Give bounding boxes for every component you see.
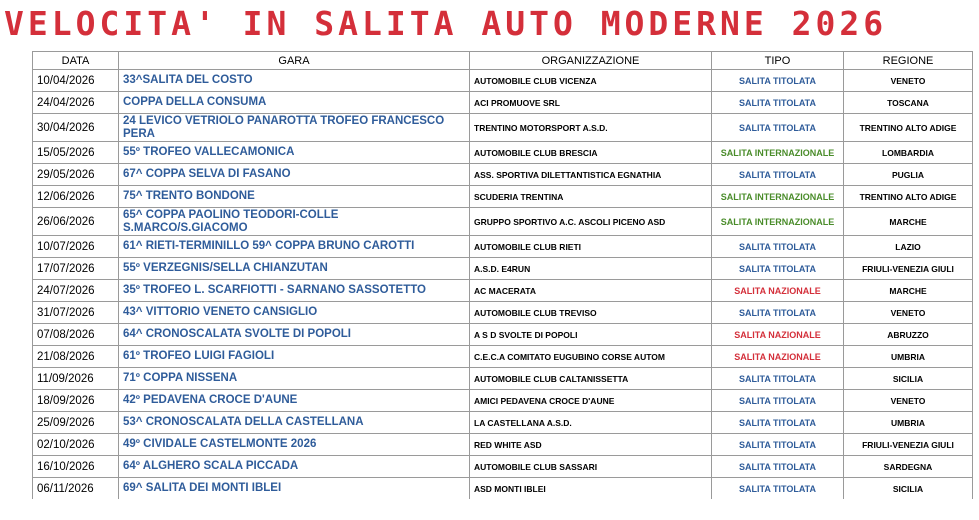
cell-gara: 55º TROFEO VALLECAMONICA — [119, 142, 470, 164]
table-row — [33, 368, 973, 390]
cell-tipo: SALITA NAZIONALE — [712, 324, 844, 346]
cell-regione: TRENTINO ALTO ADIGE — [844, 186, 973, 208]
cell-regione: LOMBARDIA — [844, 142, 973, 164]
cell-tipo: SALITA INTERNAZIONALE — [712, 186, 844, 208]
table-row — [33, 114, 973, 142]
table-row — [33, 280, 973, 302]
cell-organizzazione: A.S.D. E4RUN — [470, 258, 712, 280]
cell-date: 06/11/2026 — [33, 478, 119, 500]
cell-regione: FRIULI-VENEZIA GIULI — [844, 434, 973, 456]
cell-tipo: SALITA INTERNAZIONALE — [712, 208, 844, 236]
cell-date: 10/07/2026 — [33, 236, 119, 258]
table-row — [33, 70, 973, 92]
cell-organizzazione: AUTOMOBILE CLUB VICENZA — [470, 70, 712, 92]
cell-tipo: SALITA INTERNAZIONALE — [712, 142, 844, 164]
table-row — [33, 186, 973, 208]
cell-tipo: SALITA TITOLATA — [712, 412, 844, 434]
table-row — [33, 434, 973, 456]
cell-regione: PUGLIA — [844, 164, 973, 186]
cell-date: 24/07/2026 — [33, 280, 119, 302]
cell-date: 07/08/2026 — [33, 324, 119, 346]
cell-tipo: SALITA TITOLATA — [712, 236, 844, 258]
cell-tipo: SALITA TITOLATA — [712, 434, 844, 456]
cell-organizzazione: ACI PROMUOVE SRL — [470, 92, 712, 114]
table-row — [33, 346, 973, 368]
cell-gara: 42º PEDAVENA CROCE D'AUNE — [119, 390, 470, 412]
header-regione: REGIONE — [844, 52, 973, 70]
cell-tipo: SALITA TITOLATA — [712, 92, 844, 114]
cell-date: 02/10/2026 — [33, 434, 119, 456]
cell-gara: 43^ VITTORIO VENETO CANSIGLIO — [119, 302, 470, 324]
cell-organizzazione: AUTOMOBILE CLUB TREVISO — [470, 302, 712, 324]
cell-tipo: SALITA TITOLATA — [712, 70, 844, 92]
table-header-row — [33, 52, 973, 70]
cell-gara: 75^ TRENTO BONDONE — [119, 186, 470, 208]
cell-regione: SICILIA — [844, 478, 973, 500]
cell-regione: UMBRIA — [844, 412, 973, 434]
cell-organizzazione: A S D SVOLTE DI POPOLI — [470, 324, 712, 346]
cell-gara: 64^ CRONOSCALATA SVOLTE DI POPOLI — [119, 324, 470, 346]
cell-date: 24/04/2026 — [33, 92, 119, 114]
table-row — [33, 390, 973, 412]
cell-date: 12/06/2026 — [33, 186, 119, 208]
cell-tipo: SALITA TITOLATA — [712, 390, 844, 412]
cell-gara: 33^SALITA DEL COSTO — [119, 70, 470, 92]
cell-organizzazione: AC MACERATA — [470, 280, 712, 302]
table-row — [33, 208, 973, 236]
table-row — [33, 164, 973, 186]
cell-organizzazione: SCUDERIA TRENTINA — [470, 186, 712, 208]
cell-gara: 49º CIVIDALE CASTELMONTE 2026 — [119, 434, 470, 456]
cell-organizzazione: AUTOMOBILE CLUB SASSARI — [470, 456, 712, 478]
cell-regione: TOSCANA — [844, 92, 973, 114]
cell-date: 16/10/2026 — [33, 456, 119, 478]
cell-date: 26/06/2026 — [33, 208, 119, 236]
cell-organizzazione: LA CASTELLANA A.S.D. — [470, 412, 712, 434]
cell-date: 15/05/2026 — [33, 142, 119, 164]
table-row — [33, 478, 973, 500]
cell-date: 30/04/2026 — [33, 114, 119, 142]
cell-gara: 61º TROFEO LUIGI FAGIOLI — [119, 346, 470, 368]
table-row — [33, 142, 973, 164]
cell-regione: TRENTINO ALTO ADIGE — [844, 114, 973, 142]
cell-organizzazione: AUTOMOBILE CLUB RIETI — [470, 236, 712, 258]
table-row — [33, 236, 973, 258]
cell-date: 17/07/2026 — [33, 258, 119, 280]
cell-gara: 35º TROFEO L. SCARFIOTTI - SARNANO SASSOTETTO — [119, 280, 470, 302]
cell-tipo: SALITA TITOLATA — [712, 114, 844, 142]
cell-gara: 64º ALGHERO SCALA PICCADA — [119, 456, 470, 478]
cell-date: 29/05/2026 — [33, 164, 119, 186]
cell-regione: VENETO — [844, 70, 973, 92]
cell-tipo: SALITA TITOLATA — [712, 456, 844, 478]
cell-tipo: SALITA NAZIONALE — [712, 280, 844, 302]
cell-date: 31/07/2026 — [33, 302, 119, 324]
cell-gara: 69^ SALITA DEI MONTI IBLEI — [119, 478, 470, 500]
cell-regione: MARCHE — [844, 280, 973, 302]
cell-regione: MARCHE — [844, 208, 973, 236]
cell-regione: VENETO — [844, 390, 973, 412]
table-row — [33, 258, 973, 280]
races-table — [32, 51, 973, 499]
cell-tipo: SALITA NAZIONALE — [712, 346, 844, 368]
cell-regione: SARDEGNA — [844, 456, 973, 478]
cell-gara: 67^ COPPA SELVA DI FASANO — [119, 164, 470, 186]
cell-organizzazione: ASD MONTI IBLEI — [470, 478, 712, 500]
cell-organizzazione: AMICI PEDAVENA CROCE D'AUNE — [470, 390, 712, 412]
header-data: DATA — [33, 52, 119, 70]
cell-tipo: SALITA TITOLATA — [712, 302, 844, 324]
cell-organizzazione: C.E.C.A COMITATO EUGUBINO CORSE AUTOM — [470, 346, 712, 368]
cell-gara: 71º COPPA NISSENA — [119, 368, 470, 390]
cell-regione: UMBRIA — [844, 346, 973, 368]
table-row — [33, 92, 973, 114]
header-tipo: TIPO — [712, 52, 844, 70]
table-row — [33, 302, 973, 324]
cell-date: 21/08/2026 — [33, 346, 119, 368]
cell-tipo: SALITA TITOLATA — [712, 478, 844, 500]
cell-regione: ABRUZZO — [844, 324, 973, 346]
table-row — [33, 412, 973, 434]
cell-regione: LAZIO — [844, 236, 973, 258]
cell-gara: 65^ COPPA PAOLINO TEODORI-COLLE S.MARCO/S.GIACOMO — [119, 208, 470, 236]
cell-regione: SICILIA — [844, 368, 973, 390]
cell-date: 11/09/2026 — [33, 368, 119, 390]
cell-tipo: SALITA TITOLATA — [712, 258, 844, 280]
cell-tipo: SALITA TITOLATA — [712, 164, 844, 186]
cell-date: 25/09/2026 — [33, 412, 119, 434]
cell-gara: 61^ RIETI-TERMINILLO 59^ COPPA BRUNO CAROTTI — [119, 236, 470, 258]
table-row — [33, 456, 973, 478]
cell-gara: COPPA DELLA CONSUMA — [119, 92, 470, 114]
cell-organizzazione: TRENTINO MOTORSPORT A.S.D. — [470, 114, 712, 142]
table-row — [33, 324, 973, 346]
cell-organizzazione: AUTOMOBILE CLUB BRESCIA — [470, 142, 712, 164]
cell-gara: 24 LEVICO VETRIOLO PANAROTTA TROFEO FRANCESCO PERA — [119, 114, 470, 142]
cell-tipo: SALITA TITOLATA — [712, 368, 844, 390]
header-organizzazione: ORGANIZZAZIONE — [470, 52, 712, 70]
page-title: VELOCITA' IN SALITA AUTO MODERNE 2026 — [4, 4, 888, 43]
cell-gara: 55º VERZEGNIS/SELLA CHIANZUTAN — [119, 258, 470, 280]
cell-regione: VENETO — [844, 302, 973, 324]
cell-date: 18/09/2026 — [33, 390, 119, 412]
cell-organizzazione: RED WHITE ASD — [470, 434, 712, 456]
header-gara: GARA — [119, 52, 470, 70]
cell-organizzazione: ASS. SPORTIVA DILETTANTISTICA EGNATHIA — [470, 164, 712, 186]
cell-organizzazione: GRUPPO SPORTIVO A.C. ASCOLI PICENO ASD — [470, 208, 712, 236]
table-body — [33, 70, 973, 500]
cell-date: 10/04/2026 — [33, 70, 119, 92]
cell-regione: FRIULI-VENEZIA GIULI — [844, 258, 973, 280]
cell-organizzazione: AUTOMOBILE CLUB CALTANISSETTA — [470, 368, 712, 390]
cell-gara: 53^ CRONOSCALATA DELLA CASTELLANA — [119, 412, 470, 434]
